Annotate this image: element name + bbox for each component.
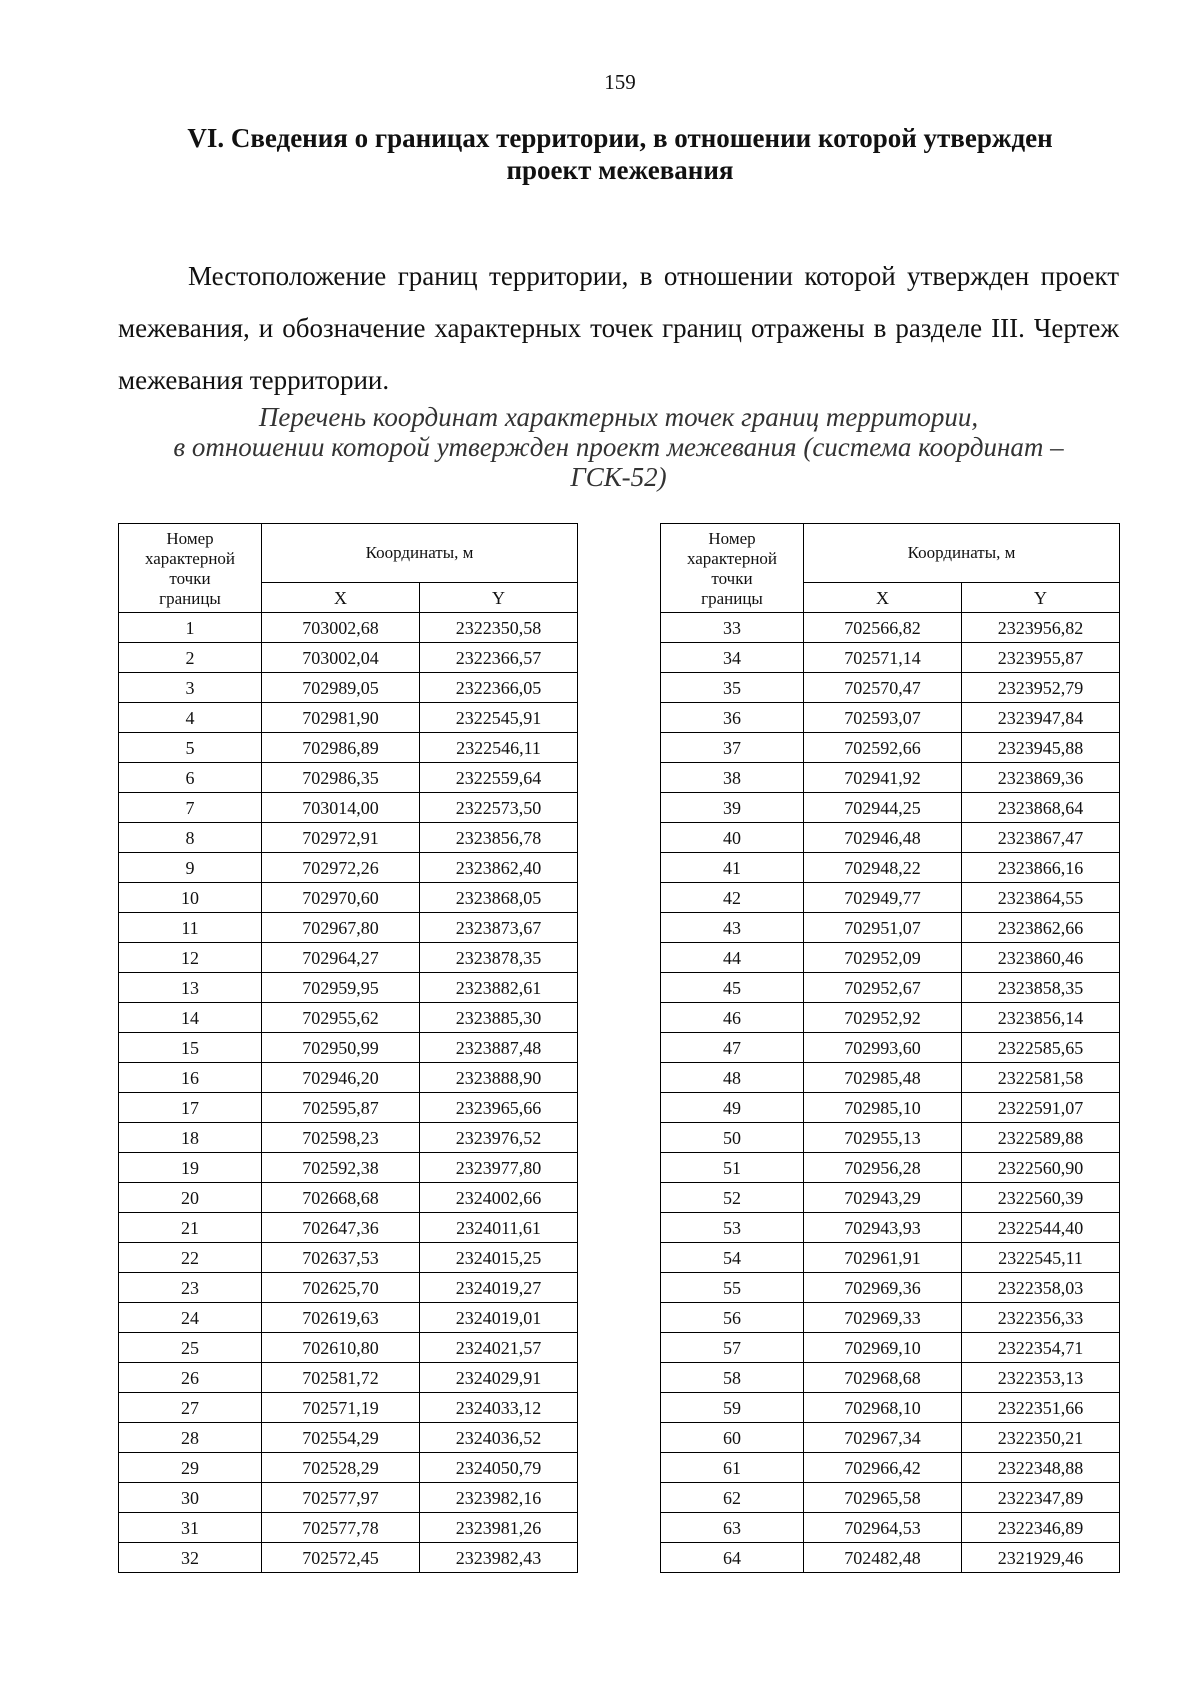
- table-row: [119, 1213, 578, 1243]
- y-coordinate-cell: 2322350,58: [420, 613, 578, 643]
- y-coordinate-cell: 2322353,13: [962, 1363, 1120, 1393]
- point-number-cell: 38: [661, 763, 804, 793]
- table-row: [119, 1243, 578, 1273]
- table-row: [119, 853, 578, 883]
- table-row: [661, 1453, 1120, 1483]
- x-coordinate-cell: 702993,60: [804, 1033, 962, 1063]
- y-coordinate-cell: 2324002,66: [420, 1183, 578, 1213]
- table-row: [119, 1333, 578, 1363]
- y-coordinate-cell: 2323882,61: [420, 973, 578, 1003]
- y-coordinate-cell: 2322573,50: [420, 793, 578, 823]
- table-row: [661, 1033, 1120, 1063]
- x-coordinate-cell: 702967,34: [804, 1423, 962, 1453]
- x-coordinate-cell: 702952,92: [804, 1003, 962, 1033]
- table-caption-line1: Перечень координат характерных точек границ территории,: [258, 402, 979, 432]
- x-coordinate-cell: 703002,68: [262, 613, 420, 643]
- y-coordinate-cell: 2323868,05: [420, 883, 578, 913]
- point-number-cell: 12: [119, 943, 262, 973]
- y-coordinate-cell: 2322589,88: [962, 1123, 1120, 1153]
- y-coordinate-cell: 2323864,55: [962, 883, 1120, 913]
- point-header-line4: границы: [159, 589, 221, 608]
- point-number-cell: 9: [119, 853, 262, 883]
- y-coordinate-cell: 2322559,64: [420, 763, 578, 793]
- table-row: [661, 1093, 1120, 1123]
- table-row: [119, 1483, 578, 1513]
- x-coordinate-cell: 702949,77: [804, 883, 962, 913]
- point-number-cell: 33: [661, 613, 804, 643]
- x-coordinate-cell: 702619,63: [262, 1303, 420, 1333]
- x-coordinate-cell: 702948,22: [804, 853, 962, 883]
- x-coordinate-cell: 702951,07: [804, 913, 962, 943]
- point-number-cell: 16: [119, 1063, 262, 1093]
- point-number-cell: 26: [119, 1363, 262, 1393]
- y-coordinate-cell: 2323856,78: [420, 823, 578, 853]
- table-row: [119, 763, 578, 793]
- point-number-cell: 2: [119, 643, 262, 673]
- table-row: [661, 1513, 1120, 1543]
- y-coordinate-cell: 2322544,40: [962, 1213, 1120, 1243]
- table-caption-line3: ГСК-52): [570, 462, 667, 492]
- y-coordinate-cell: 2322366,57: [420, 643, 578, 673]
- y-coordinate-cell: 2323976,52: [420, 1123, 578, 1153]
- x-coordinate-cell: 702985,10: [804, 1093, 962, 1123]
- y-coordinate-cell: 2324019,27: [420, 1273, 578, 1303]
- point-number-cell: 32: [119, 1543, 262, 1573]
- point-number-cell: 40: [661, 823, 804, 853]
- point-number-cell: 45: [661, 973, 804, 1003]
- table-row: [661, 1003, 1120, 1033]
- point-number-cell: 17: [119, 1093, 262, 1123]
- x-coordinate-cell: 702972,26: [262, 853, 420, 883]
- x-coordinate-cell: 702956,28: [804, 1153, 962, 1183]
- point-number-cell: 6: [119, 763, 262, 793]
- point-number-cell: 47: [661, 1033, 804, 1063]
- table-row: [661, 853, 1120, 883]
- point-number-cell: 3: [119, 673, 262, 703]
- x-coordinate-cell: 702970,60: [262, 883, 420, 913]
- y-coordinate-cell: 2323981,26: [420, 1513, 578, 1543]
- table-row: [661, 733, 1120, 763]
- y-coordinate-cell: 2323977,80: [420, 1153, 578, 1183]
- y-coordinate-cell: 2322351,66: [962, 1393, 1120, 1423]
- y-coordinate-cell: 2322348,88: [962, 1453, 1120, 1483]
- point-number-cell: 19: [119, 1153, 262, 1183]
- y-coordinate-cell: 2322546,11: [420, 733, 578, 763]
- point-number-cell: 49: [661, 1093, 804, 1123]
- x-coordinate-cell: 702941,92: [804, 763, 962, 793]
- table-row: [119, 943, 578, 973]
- x-coordinate-cell: 702964,53: [804, 1513, 962, 1543]
- table-row: [119, 1153, 578, 1183]
- x-coordinate-cell: 702581,72: [262, 1363, 420, 1393]
- point-number-cell: 23: [119, 1273, 262, 1303]
- y-coordinate-cell: 2322366,05: [420, 673, 578, 703]
- table-row: [661, 943, 1120, 973]
- x-coordinate-cell: 702595,87: [262, 1093, 420, 1123]
- table-row: [661, 703, 1120, 733]
- point-number-cell: 15: [119, 1033, 262, 1063]
- x-coordinate-cell: 702592,66: [804, 733, 962, 763]
- x-coordinate-cell: 702981,90: [262, 703, 420, 733]
- point-number-cell: 36: [661, 703, 804, 733]
- x-coordinate-cell: 702577,97: [262, 1483, 420, 1513]
- point-number-header: [119, 524, 262, 613]
- table-row: [119, 973, 578, 1003]
- x-coordinate-cell: 702967,80: [262, 913, 420, 943]
- table-row: [119, 793, 578, 823]
- point-number-cell: 61: [661, 1453, 804, 1483]
- point-number-cell: 50: [661, 1123, 804, 1153]
- point-number-cell: 39: [661, 793, 804, 823]
- x-coordinate-cell: 702986,35: [262, 763, 420, 793]
- y-coordinate-cell: 2323965,66: [420, 1093, 578, 1123]
- point-number-cell: 41: [661, 853, 804, 883]
- table-row: [119, 703, 578, 733]
- x-header: X: [804, 583, 962, 613]
- x-coordinate-cell: 702571,19: [262, 1393, 420, 1423]
- point-number-cell: 31: [119, 1513, 262, 1543]
- y-header: Y: [962, 583, 1120, 613]
- point-number-cell: 53: [661, 1213, 804, 1243]
- table-row: [119, 883, 578, 913]
- point-number-cell: 46: [661, 1003, 804, 1033]
- y-coordinate-cell: 2323856,14: [962, 1003, 1120, 1033]
- y-coordinate-cell: 2322581,58: [962, 1063, 1120, 1093]
- point-number-cell: 24: [119, 1303, 262, 1333]
- point-number-cell: 8: [119, 823, 262, 853]
- table-caption: [118, 402, 1119, 492]
- point-header-line2: характерной: [686, 549, 778, 568]
- table-row: [119, 1363, 578, 1393]
- point-number-cell: 57: [661, 1333, 804, 1363]
- y-coordinate-cell: 2322358,03: [962, 1273, 1120, 1303]
- point-number-cell: 60: [661, 1423, 804, 1453]
- point-header-line2: характерной: [144, 549, 236, 568]
- y-coordinate-cell: 2323945,88: [962, 733, 1120, 763]
- point-number-cell: 63: [661, 1513, 804, 1543]
- x-coordinate-cell: 702950,99: [262, 1033, 420, 1063]
- table-row: [661, 1393, 1120, 1423]
- x-coordinate-cell: 702961,91: [804, 1243, 962, 1273]
- point-number-cell: 58: [661, 1363, 804, 1393]
- table-row: [119, 673, 578, 703]
- point-number-cell: 42: [661, 883, 804, 913]
- point-number-cell: 7: [119, 793, 262, 823]
- point-number-cell: 62: [661, 1483, 804, 1513]
- x-coordinate-cell: 702554,29: [262, 1423, 420, 1453]
- point-number-cell: 4: [119, 703, 262, 733]
- table-row: [661, 1213, 1120, 1243]
- section-title-line1: VI. Сведения о границах территории, в отношении которой утвержден: [187, 123, 1053, 153]
- x-coordinate-cell: 702946,48: [804, 823, 962, 853]
- x-coordinate-cell: 702964,27: [262, 943, 420, 973]
- x-coordinate-cell: 702598,23: [262, 1123, 420, 1153]
- point-number-cell: 56: [661, 1303, 804, 1333]
- y-coordinate-cell: 2322545,91: [420, 703, 578, 733]
- table-row: [119, 913, 578, 943]
- point-number-cell: 48: [661, 1063, 804, 1093]
- table-caption-line2: в отношении которой утвержден проект межевания (система координат –: [173, 432, 1064, 462]
- x-coordinate-cell: 702969,36: [804, 1273, 962, 1303]
- table-row: [119, 1543, 578, 1573]
- x-coordinate-cell: 702955,13: [804, 1123, 962, 1153]
- x-coordinate-cell: 702570,47: [804, 673, 962, 703]
- point-number-cell: 43: [661, 913, 804, 943]
- point-number-cell: 54: [661, 1243, 804, 1273]
- point-number-cell: 37: [661, 733, 804, 763]
- page-number: 159: [604, 70, 636, 94]
- table-row: [119, 1513, 578, 1543]
- x-coordinate-cell: 702610,80: [262, 1333, 420, 1363]
- table-row: [661, 1123, 1120, 1153]
- table-row: [661, 1543, 1120, 1573]
- y-coordinate-cell: 2323862,40: [420, 853, 578, 883]
- point-number-cell: 64: [661, 1543, 804, 1573]
- x-coordinate-cell: 702637,53: [262, 1243, 420, 1273]
- point-number-cell: 27: [119, 1393, 262, 1423]
- y-header: Y: [420, 583, 578, 613]
- x-coordinate-cell: 702959,95: [262, 973, 420, 1003]
- x-coordinate-cell: 702955,62: [262, 1003, 420, 1033]
- point-number-cell: 28: [119, 1423, 262, 1453]
- coordinates-table-right: [660, 523, 1120, 1573]
- x-coordinate-cell: 702989,05: [262, 673, 420, 703]
- y-coordinate-cell: 2323878,35: [420, 943, 578, 973]
- point-number-cell: 34: [661, 643, 804, 673]
- point-number-cell: 1: [119, 613, 262, 643]
- point-header-line1: Номер: [708, 529, 756, 548]
- x-coordinate-cell: 702625,70: [262, 1273, 420, 1303]
- table-row: [661, 1333, 1120, 1363]
- x-coordinate-cell: 702985,48: [804, 1063, 962, 1093]
- y-coordinate-cell: 2323873,67: [420, 913, 578, 943]
- x-coordinate-cell: 702482,48: [804, 1543, 962, 1573]
- y-coordinate-cell: 2323862,66: [962, 913, 1120, 943]
- y-coordinate-cell: 2323867,47: [962, 823, 1120, 853]
- x-coordinate-cell: 702965,58: [804, 1483, 962, 1513]
- y-coordinate-cell: 2324021,57: [420, 1333, 578, 1363]
- table-row: [119, 643, 578, 673]
- table-row: [119, 733, 578, 763]
- point-number-cell: 20: [119, 1183, 262, 1213]
- point-header-line3: точки: [711, 569, 753, 588]
- y-coordinate-cell: 2322346,89: [962, 1513, 1120, 1543]
- point-number-cell: 44: [661, 943, 804, 973]
- point-number-header: [661, 524, 804, 613]
- table-row: [661, 763, 1120, 793]
- coordinates-header: Координаты, м: [262, 524, 578, 583]
- table-row: [661, 643, 1120, 673]
- y-coordinate-cell: 2324033,12: [420, 1393, 578, 1423]
- x-coordinate-cell: 702571,14: [804, 643, 962, 673]
- x-coordinate-cell: 702952,09: [804, 943, 962, 973]
- y-coordinate-cell: 2321929,46: [962, 1543, 1120, 1573]
- section-title-line2: проект межевания: [506, 155, 734, 185]
- point-number-cell: 30: [119, 1483, 262, 1513]
- table-row: [661, 793, 1120, 823]
- y-coordinate-cell: 2323952,79: [962, 673, 1120, 703]
- x-coordinate-cell: 702572,45: [262, 1543, 420, 1573]
- x-coordinate-cell: 702972,91: [262, 823, 420, 853]
- table-row: [661, 973, 1120, 1003]
- table-row: [661, 1483, 1120, 1513]
- y-coordinate-cell: 2323866,16: [962, 853, 1120, 883]
- x-coordinate-cell: 702528,29: [262, 1453, 420, 1483]
- table-row: [119, 1423, 578, 1453]
- x-coordinate-cell: 702566,82: [804, 613, 962, 643]
- y-coordinate-cell: 2322347,89: [962, 1483, 1120, 1513]
- table-row: [119, 1063, 578, 1093]
- point-number-cell: 21: [119, 1213, 262, 1243]
- table-row: [661, 1273, 1120, 1303]
- point-number-cell: 14: [119, 1003, 262, 1033]
- y-coordinate-cell: 2323887,48: [420, 1033, 578, 1063]
- point-number-cell: 13: [119, 973, 262, 1003]
- point-number-cell: 35: [661, 673, 804, 703]
- table-row: [661, 613, 1120, 643]
- x-coordinate-cell: 702986,89: [262, 733, 420, 763]
- point-header-line1: Номер: [166, 529, 214, 548]
- x-coordinate-cell: 702577,78: [262, 1513, 420, 1543]
- point-header-line3: точки: [169, 569, 211, 588]
- coordinates-header: Координаты, м: [804, 524, 1120, 583]
- table-row: [119, 1033, 578, 1063]
- table-row: [119, 1303, 578, 1333]
- table-row: [661, 1303, 1120, 1333]
- point-number-cell: 18: [119, 1123, 262, 1153]
- x-coordinate-cell: 702968,10: [804, 1393, 962, 1423]
- table-row: [119, 1393, 578, 1423]
- y-coordinate-cell: 2322560,90: [962, 1153, 1120, 1183]
- x-coordinate-cell: 702593,07: [804, 703, 962, 733]
- x-coordinate-cell: 702946,20: [262, 1063, 420, 1093]
- point-number-cell: 52: [661, 1183, 804, 1213]
- y-coordinate-cell: 2323982,43: [420, 1543, 578, 1573]
- point-number-cell: 51: [661, 1153, 804, 1183]
- x-coordinate-cell: 703014,00: [262, 793, 420, 823]
- intro-paragraph: Местоположение границ территории, в отношении которой утвержден проект межевания, и обозначение характерных точек границ отражены в разделе III. Чертеж межевания территории.: [118, 261, 1119, 395]
- y-coordinate-cell: 2322560,39: [962, 1183, 1120, 1213]
- y-coordinate-cell: 2322545,11: [962, 1243, 1120, 1273]
- y-coordinate-cell: 2322354,71: [962, 1333, 1120, 1363]
- y-coordinate-cell: 2323868,64: [962, 793, 1120, 823]
- table-row: [119, 1123, 578, 1153]
- y-coordinate-cell: 2324050,79: [420, 1453, 578, 1483]
- point-number-cell: 11: [119, 913, 262, 943]
- y-coordinate-cell: 2323885,30: [420, 1003, 578, 1033]
- y-coordinate-cell: 2324029,91: [420, 1363, 578, 1393]
- table-row: [119, 1003, 578, 1033]
- point-number-cell: 10: [119, 883, 262, 913]
- table-row: [119, 1453, 578, 1483]
- x-coordinate-cell: 702968,68: [804, 1363, 962, 1393]
- x-coordinate-cell: 702668,68: [262, 1183, 420, 1213]
- x-coordinate-cell: 702647,36: [262, 1213, 420, 1243]
- table-row: [661, 883, 1120, 913]
- x-coordinate-cell: 702966,42: [804, 1453, 962, 1483]
- table-row: [661, 913, 1120, 943]
- y-coordinate-cell: 2323858,35: [962, 973, 1120, 1003]
- point-number-cell: 29: [119, 1453, 262, 1483]
- x-header: X: [262, 583, 420, 613]
- table-row: [661, 823, 1120, 853]
- y-coordinate-cell: 2322350,21: [962, 1423, 1120, 1453]
- x-coordinate-cell: 702969,33: [804, 1303, 962, 1333]
- table-row: [661, 1243, 1120, 1273]
- table-row: [661, 1363, 1120, 1393]
- x-coordinate-cell: 702969,10: [804, 1333, 962, 1363]
- y-coordinate-cell: 2324011,61: [420, 1213, 578, 1243]
- x-coordinate-cell: 703002,04: [262, 643, 420, 673]
- table-row: [661, 1153, 1120, 1183]
- point-number-cell: 5: [119, 733, 262, 763]
- y-coordinate-cell: 2323888,90: [420, 1063, 578, 1093]
- y-coordinate-cell: 2324036,52: [420, 1423, 578, 1453]
- table-row: [119, 1273, 578, 1303]
- y-coordinate-cell: 2323869,36: [962, 763, 1120, 793]
- point-number-cell: 55: [661, 1273, 804, 1303]
- section-title: [140, 122, 1100, 186]
- y-coordinate-cell: 2323982,16: [420, 1483, 578, 1513]
- point-number-cell: 59: [661, 1393, 804, 1423]
- point-number-cell: 25: [119, 1333, 262, 1363]
- point-number-cell: 22: [119, 1243, 262, 1273]
- y-coordinate-cell: 2324019,01: [420, 1303, 578, 1333]
- y-coordinate-cell: 2322585,65: [962, 1033, 1120, 1063]
- table-row: [119, 823, 578, 853]
- y-coordinate-cell: 2323947,84: [962, 703, 1120, 733]
- y-coordinate-cell: 2322591,07: [962, 1093, 1120, 1123]
- y-coordinate-cell: 2323955,87: [962, 643, 1120, 673]
- x-coordinate-cell: 702944,25: [804, 793, 962, 823]
- x-coordinate-cell: 702943,29: [804, 1183, 962, 1213]
- table-row: [661, 1183, 1120, 1213]
- table-row: [119, 1093, 578, 1123]
- coordinates-table-left: [118, 523, 578, 1573]
- table-row: [119, 613, 578, 643]
- table-row: [661, 1063, 1120, 1093]
- y-coordinate-cell: 2323956,82: [962, 613, 1120, 643]
- y-coordinate-cell: 2324015,25: [420, 1243, 578, 1273]
- table-row: [661, 1423, 1120, 1453]
- table-row: [661, 673, 1120, 703]
- x-coordinate-cell: 702952,67: [804, 973, 962, 1003]
- table-row: [119, 1183, 578, 1213]
- point-header-line4: границы: [701, 589, 763, 608]
- x-coordinate-cell: 702592,38: [262, 1153, 420, 1183]
- y-coordinate-cell: 2323860,46: [962, 943, 1120, 973]
- y-coordinate-cell: 2322356,33: [962, 1303, 1120, 1333]
- x-coordinate-cell: 702943,93: [804, 1213, 962, 1243]
